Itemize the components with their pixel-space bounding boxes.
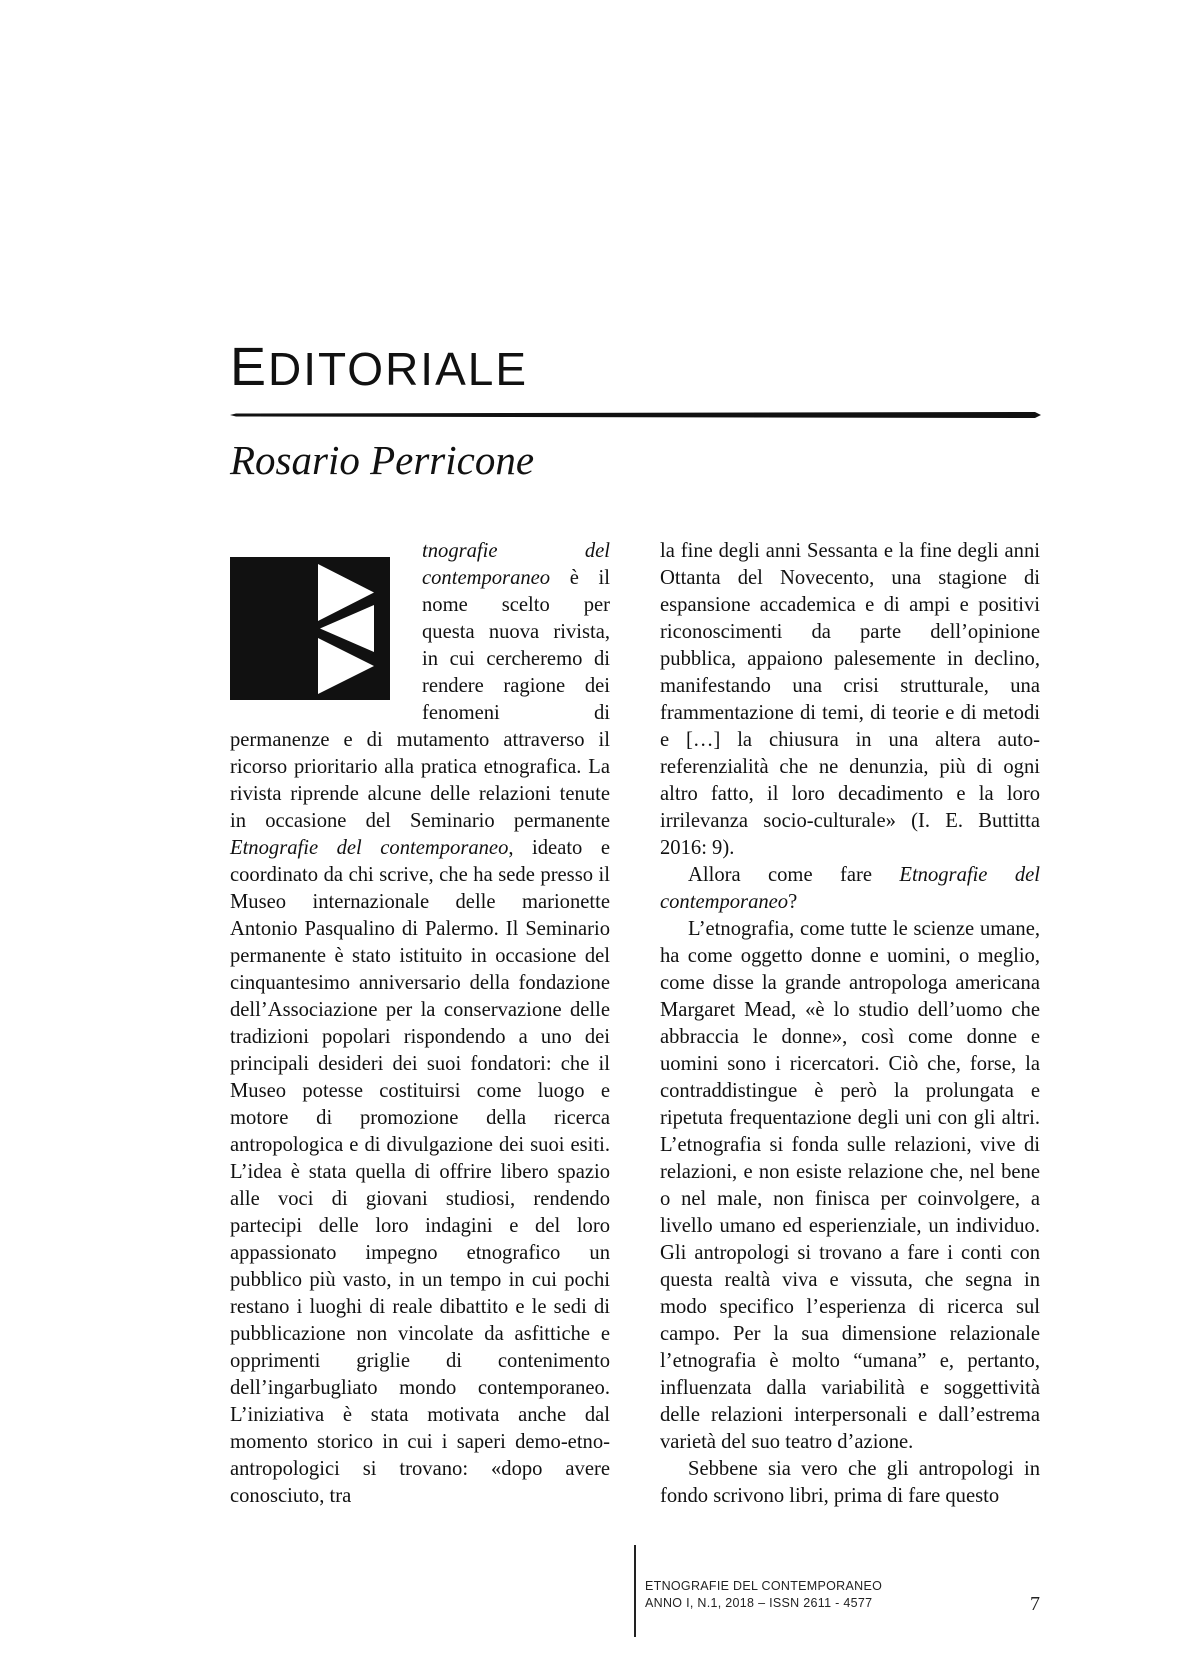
section-title-rest: DITORIALE (268, 343, 529, 395)
right-paragraph-2: Allora come fare Etnografie del contemporaneo? (660, 864, 1040, 913)
journal-title-inline: Etnografie del contemporaneo (660, 864, 1040, 913)
title-rule (230, 412, 1041, 418)
seminar-title: Etnografie del contemporaneo (230, 837, 509, 859)
author-name: Rosario Perricone (230, 437, 535, 483)
left-paragraph: tnografie del contemporaneo è il nome scelto per questa nuova rivista, in cui cercheremo di rendere ragione dei fenomeni di permanenze e di mutamento attraverso il ricorso prioritario alla pratica etnografica. La rivista riprende alcune delle relazioni tenute in occasione del Seminario permanente Etnografie del contemporaneo, ideato e coordinato da chi scrive, che ha sede presso il Museo internazionale delle marionette Antonio Pasqualino di Palermo. Il Seminario permanente è stato istituito in occasione del cinquantesimo anniversario della fondazione dell’Associazione per la conservazione delle tradizioni popolari rispondendo a uno dei principali desideri dei suoi fondatori: che il Museo potesse costituirsi come luogo e motore di promozione della ricerca antropologica e di divulgazione dei suoi esiti. L’idea è stata quella di offrire libero spazio alle voci di giovani studiosi, rendendo partecipi delle loro indagini e del loro appassionato impegno etnografico un pubblico più vasto, in un tempo in cui pochi restano i luoghi di reale dibattito e le sedi di pubblicazione non vincolate da asfittiche e opprimenti griglie di contenimento dell’ingarbugliato mondo contemporaneo. L’iniziativa è stata motivata anche dal momento storico in cui i saperi demo-etno-antropologici si trovano: «dopo avere conosciuto, tra (230, 540, 610, 1507)
footer-journal-name: ETNOGRAFIE DEL CONTEMPORANEO (645, 1579, 883, 1593)
right-paragraph-1: la fine degli anni Sessanta e la fine degli anni Ottanta del Novecento, una stagione di espansione accademica e di ampi e positivi riconoscimenti da parte dell’opinione pubblica, appaiono palesemente in declino, manifestando una crisi strutturale, una frammentazione di temi, di teorie e di metodi e […] la chiusura in una altera auto-referenzialità che ne denunzia, più di ogni altro fatto, il loro decadimento e la loro irrilevanza socio-culturale» (I. E. Buttitta 2016: 9). (660, 540, 1040, 859)
footer-journal-info (645, 1578, 882, 1612)
page-number: 7 (1030, 1593, 1040, 1615)
footer-issue-info: ANNO I, N.1, 2018 – ISSN 2611 - 4577 (645, 1596, 873, 1610)
right-paragraph-3: L’etnografia, come tutte le scienze umane, ha come oggetto donne e uomini, o meglio, come disse la grande antropologa americana Margaret Mead, «è lo studio dell’uomo che abbraccia le donne», così come donne e uomini sono i ricercatori. Ciò che, forse, la contraddistingue è però la prolungata e ripetuta frequentazione degli uni con gli altri. L’etnografia si fonda sulle relazioni, vive di relazioni, e non esiste relazione che, nel bene o nel male, non finisca per coinvolgere, a livello umano ed esperienziale, un individuo. Gli antropologi si trovano a fare i conti con questa realtà viva e vissuta, che segna in modo specifico l’esperienza di ricerca sul campo. Per la sua dimensione relazionale l’etnografia è molto “umana” e, pertanto, influenzata dalla variabilità e soggettività delle relazioni interpersonali e dall’estrema varietà del suo teatro d’azione. (660, 918, 1040, 1453)
dropcap-continuation: tnografie del contemporaneo (422, 540, 610, 589)
dropcap-e-icon (230, 557, 410, 719)
section-title-initial: E (230, 337, 269, 397)
left-column (230, 538, 610, 1510)
right-paragraph-4: Sebbene sia vero che gli antropologi in fondo scrivono libri, prima di fare questo (660, 1458, 1040, 1507)
footer-divider (634, 1545, 636, 1637)
right-column (660, 538, 1040, 1510)
section-title (230, 337, 529, 397)
